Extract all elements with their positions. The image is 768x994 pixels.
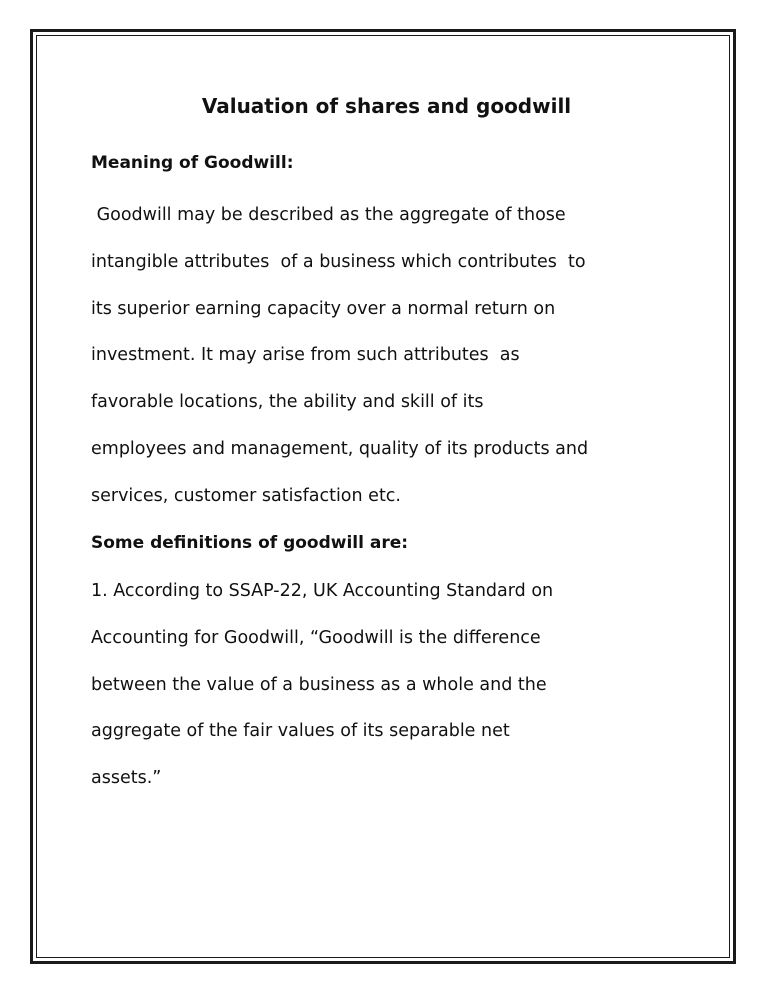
heading-some-definitions: Some definitions of goodwill are: bbox=[91, 533, 409, 553]
paragraph-meaning-of-goodwill bbox=[91, 192, 588, 520]
heading-meaning-of-goodwill: Meaning of Goodwill: bbox=[91, 153, 294, 173]
text-line: assets.” bbox=[91, 768, 162, 789]
text-line: services, customer satisfaction etc. bbox=[91, 485, 401, 506]
text-line: Accounting for Goodwill, “Goodwill is the difference bbox=[91, 627, 541, 648]
text-line: employees and management, quality of its products and bbox=[91, 438, 589, 459]
document-title: Valuation of shares and goodwill bbox=[201, 94, 572, 118]
text-line: Goodwill may be described as the aggregate of those bbox=[91, 205, 566, 225]
text-line: favorable locations, the ability and skill of its bbox=[91, 392, 484, 413]
paragraph-definition-1 bbox=[91, 568, 553, 802]
text-line: 1. According to SSAP-22, UK Accounting Standard on bbox=[91, 581, 554, 601]
text-line: investment. It may arise from such attributes as bbox=[91, 345, 520, 366]
text-line: aggregate of the fair values of its separable net bbox=[91, 721, 510, 742]
text-line: between the value of a business as a whole and the bbox=[91, 674, 547, 695]
text-line: its superior earning capacity over a normal return on bbox=[91, 298, 556, 319]
text-line: intangible attributes of a business which contributes to bbox=[91, 251, 586, 272]
